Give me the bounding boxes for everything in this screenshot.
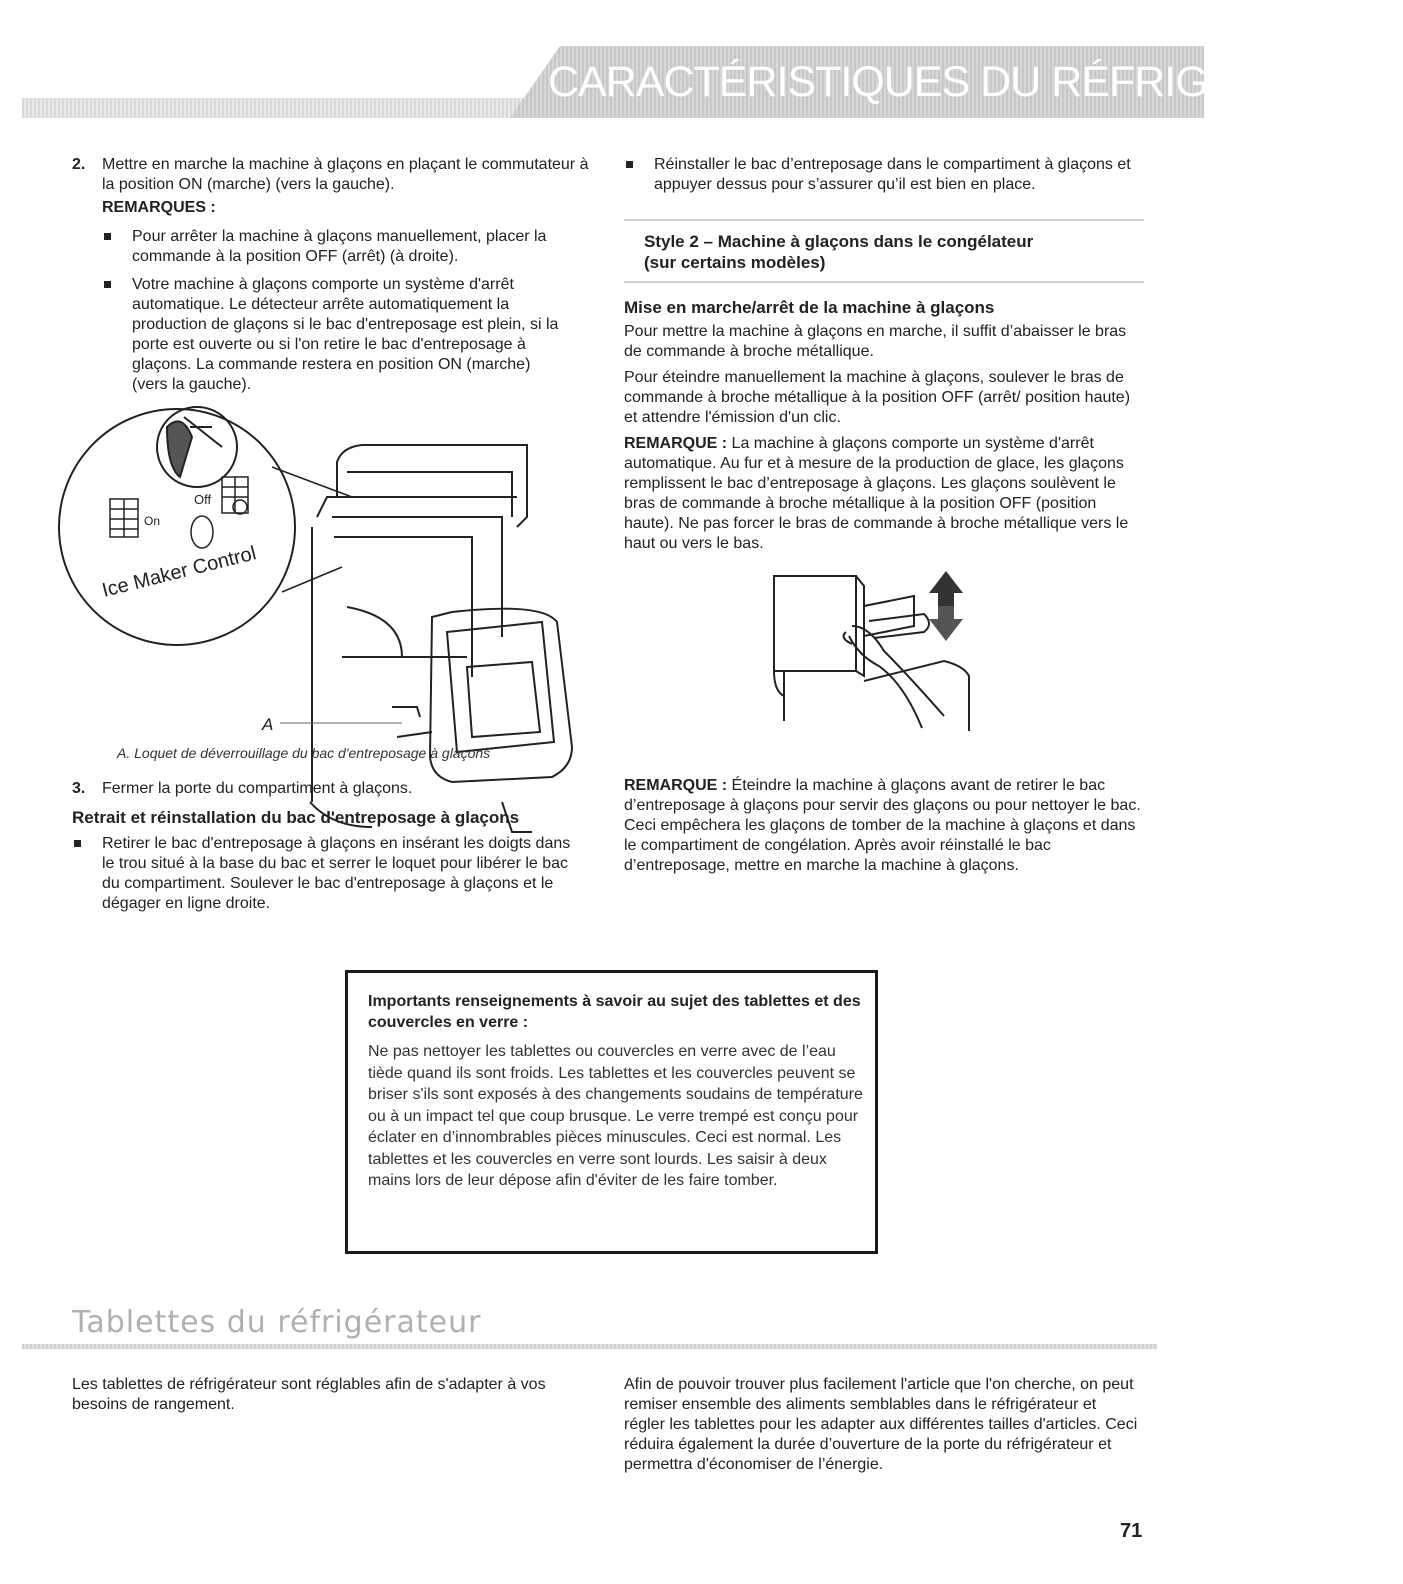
retrait-bullet <box>72 834 582 914</box>
bullet-text: Réinstaller le bac d’entreposage dans le compartiment à glaçons et appuyer dessus pour s’assurer qu’il est bien en place. <box>654 156 1131 193</box>
section-rule <box>22 1344 1157 1349</box>
ice-maker-control-label: Ice Maker Control <box>99 542 259 602</box>
tablettes-left-text: Les tablettes de réfrigérateur sont réglables afin de s'adapter à vos besoins de rangement. <box>72 1376 546 1413</box>
ice-maker-illustration <box>72 407 592 747</box>
remarque-text: Éteindre la machine à glaçons avant de retirer le bac d’entreposage à glaçons pour servir des glaçons ou pour nettoyer le bac. Ceci empêchera les glaçons de tomber de la machine à glaçons et dans le compartiment de congélation. Après avoir réinstallé le bac d’entreposage, mettre en marche la machine à glaçons. <box>624 777 1141 874</box>
remarque-label: REMARQUE : <box>624 777 728 794</box>
remarque-bullet-2 <box>102 275 562 395</box>
remarque-bullet-1 <box>102 227 562 267</box>
style2-heading-box <box>624 219 1144 283</box>
style2-heading-line1: Style 2 – Machine à glaçons dans le congélateur <box>644 232 1034 251</box>
right-column <box>624 155 1144 876</box>
step-2 <box>72 155 592 195</box>
reinstall-bullet <box>624 155 1144 195</box>
important-body: Ne pas nettoyer les tablettes ou couvercles en verre avec de l’eau tiède quand ils sont froids. Les tablettes et les couvercles peuvent se briser s'ils sont exposés à des changements soudains de température ou à un impact tel que coup brusque. Le verre trempé est conçu pour éclater en d’innombrables pièces minuscules. Ceci est normal. Les tablettes et les couvercles en verre sont lourds. Les saisir à deux mains lors de leur dépose afin d'éviter de les faire tomber. <box>368 1043 863 1189</box>
section-title-tablettes: Tablettes du réfrigérateur <box>72 1305 482 1340</box>
step-number: 2. <box>72 156 86 173</box>
off-label: Off <box>194 492 212 507</box>
important-title: Importants renseignements à savoir au sujet des tablettes et des couvercles en verre : <box>368 993 861 1031</box>
remarque-label: REMARQUE : <box>624 435 728 452</box>
bullet-text: Votre machine à glaçons comporte un système d'arrêt automatique. Le détecteur arrête automatiquement la production de glaçons si le bac d'entreposage est plein, si la porte est ouverte ou si l'on retire le bac d'entreposage à glaçons. La commande restera en position ON (marche) (vers la gauche). <box>132 276 559 393</box>
step-text: Mettre en marche la machine à glaçons en plaçant le commutateur à la position ON (marche) (vers la gauche). <box>102 156 589 193</box>
remarques-label: REMARQUES : <box>102 199 216 216</box>
step-number: 3. <box>72 780 86 797</box>
page-number: 71 <box>1120 1520 1143 1542</box>
figure-caption: A. Loquet de déverrouillage du bac d'entreposage à glaçons <box>117 745 491 761</box>
remarque-paragraph-1 <box>624 434 1144 554</box>
on-label: On <box>144 514 161 528</box>
bullet-text: Pour arrêter la machine à glaçons manuellement, placer la commande à la position OFF (arrêt) (à droite). <box>132 228 547 265</box>
wire-arm-illustration <box>624 566 1144 746</box>
step-3 <box>72 779 592 799</box>
up-down-arrow-icon <box>929 571 963 641</box>
bullet-text: Retirer le bac d'entreposage à glaçons en insérant les doigts dans le trou situé à la base du bac et serrer le loquet pour libérer le bac du compartiment. Soulever le bac d'entreposage à glaçons et le dégager en ligne droite. <box>102 835 571 912</box>
remarque-text: La machine à glaçons comporte un système d'arrêt automatique. Au fur et à mesure de la production de glace, les glaçons remplissent le bac d’entreposage à glaçons. Les glaçons soulèvent le bras de commande à broche métallique à la position OFF (position haute). Ne pas forcer le bras de commande à broche métallique vers le haut ou vers le bas. <box>624 435 1129 552</box>
retrait-heading: Retrait et réinstallation du bac d'entreposage à glaçons <box>72 808 520 827</box>
remarque-paragraph-2 <box>624 776 1144 876</box>
mise-heading: Mise en marche/arrêt de la machine à glaçons <box>624 298 995 317</box>
style2-heading-line2: (sur certains modèles) <box>644 253 826 272</box>
left-column <box>72 155 592 914</box>
tablettes-right-text: Afin de pouvoir trouver plus facilement l'article que l'on cherche, on peut remiser ensemble des aliments semblables dans le réfrigérateur et régler les tablettes pour les adapter aux différentes tailles d'articles. Ceci réduira également la durée d’ouverture de la porte du réfrigérateur et permettra d'économiser de l’énergie. <box>624 1376 1138 1473</box>
important-notice-box <box>345 970 878 1254</box>
page-title: CARACTÉRISTIQUES DU RÉFRIGÉRATEUR <box>548 58 1403 106</box>
paragraph-2: Pour éteindre manuellement la machine à glaçons, soulever le bras de commande à broche métallique à la position OFF (arrêt/ position haute) et attendre l'émission d'un clic. <box>624 369 1131 426</box>
callout-a: A <box>262 715 274 734</box>
paragraph-1: Pour mettre la machine à glaçons en marche, il suffit d’abaisser le bras de commande à broche métallique. <box>624 323 1127 360</box>
step-text: Fermer la porte du compartiment à glaçons. <box>102 780 413 797</box>
